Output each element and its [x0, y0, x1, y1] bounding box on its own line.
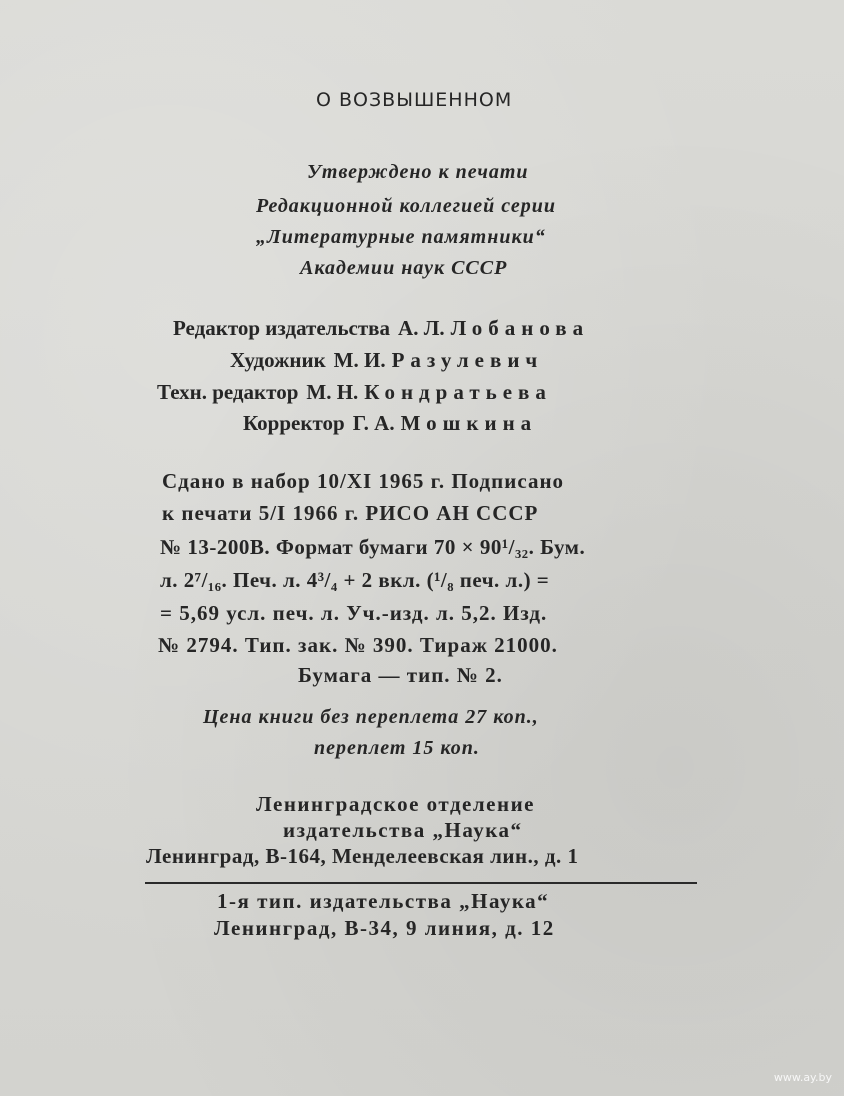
credit-proofreader: [243, 413, 537, 434]
credit-role: Редактор издательства: [173, 316, 391, 340]
imprint-line-5: = 5,69 усл. печ. л. Уч.-изд. л. 5,2. Изд.: [160, 601, 548, 625]
page-title: О ВОЗВЫШЕННОМ: [316, 89, 513, 111]
publisher-line-3: Ленинград, В-164, Менделеевская лин., д. 1: [146, 844, 579, 868]
credit-editor: [173, 318, 589, 339]
credit-initials: Г. А.: [352, 411, 395, 435]
credit-role: Техн. редактор: [157, 380, 299, 404]
price-line-1: Цена книги без переплета 27 коп.,: [203, 706, 539, 728]
credit-surname: Лобанова: [450, 316, 590, 340]
imprint-line-7: Бумага — тип. № 2.: [298, 663, 503, 687]
imprint-line-6: № 2794. Тип. зак. № 390. Тираж 21000.: [158, 633, 558, 657]
credit-artist: [230, 350, 543, 371]
publisher-line-1: Ленинградское отделение: [256, 792, 536, 816]
imprint-line-4: л. 2⁷/₁₆. Печ. л. 4³/₄ + 2 вкл. (¹/₈ печ. л.) =: [160, 568, 550, 592]
credit-role: Художник: [230, 348, 326, 372]
credit-role: Корректор: [243, 411, 345, 435]
credit-initials: М. Н.: [306, 380, 359, 404]
printer-line-1: 1-я тип. издательства „Наука“: [217, 889, 550, 913]
credit-surname: Кондратьева: [364, 380, 552, 404]
credit-initials: А. Л.: [398, 316, 445, 340]
imprint-line-2: к печати 5/I 1966 г. РИСО АН СССР: [162, 501, 539, 525]
publisher-line-2: издательства „Наука“: [283, 818, 523, 842]
imprint-line-3: № 13-200В. Формат бумаги 70 × 90¹/₃₂. Бум.: [160, 535, 586, 559]
printer-line-2: Ленинград, В-34, 9 линия, д. 12: [214, 916, 555, 940]
credit-tech-editor: [157, 382, 552, 403]
divider-rule: [145, 882, 697, 884]
credit-initials: М. И.: [333, 348, 386, 372]
approval-line-1: Утверждено к печати: [307, 161, 529, 183]
approval-line-2: Редакционной коллегией серии: [256, 195, 557, 217]
approval-line-4: Академии наук СССР: [300, 257, 508, 279]
credit-surname: Разулевич: [391, 348, 544, 372]
watermark-text: www.ay.by: [773, 1071, 832, 1084]
price-line-2: переплет 15 коп.: [314, 737, 480, 759]
credit-surname: Мошкина: [400, 411, 538, 435]
approval-line-3: „Литературные памятники“: [256, 226, 546, 248]
imprint-line-1: Сдано в набор 10/XI 1965 г. Подписано: [162, 469, 565, 493]
